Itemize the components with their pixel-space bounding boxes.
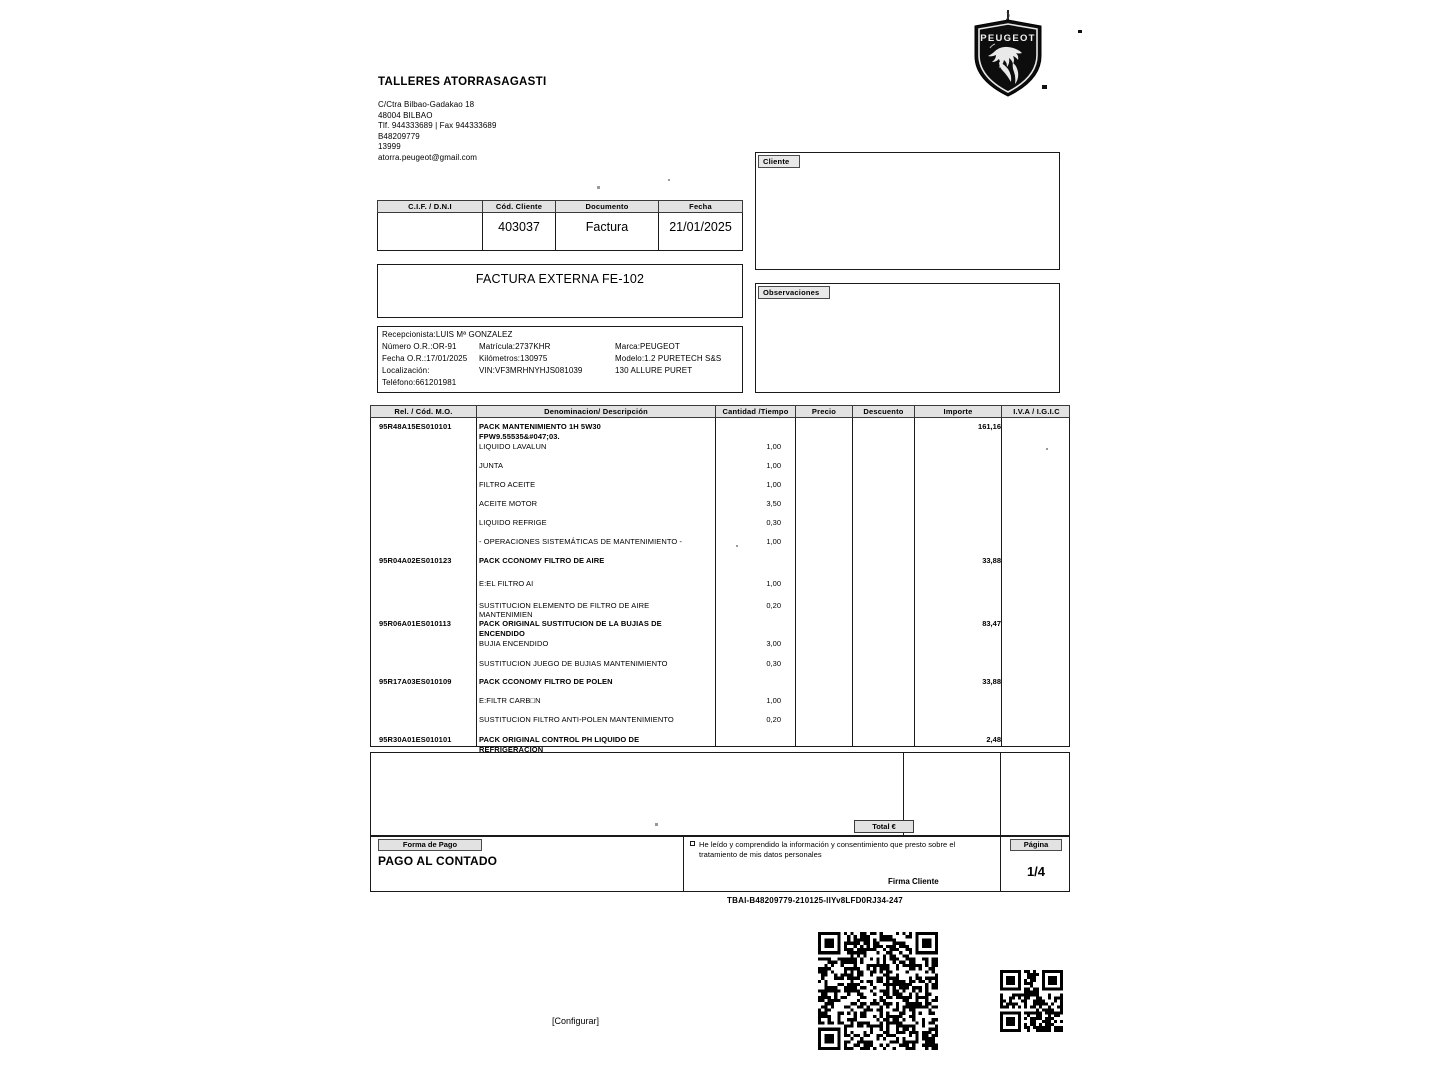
external-invoice-banner bbox=[377, 264, 743, 318]
doc-info-value-documento: Factura bbox=[555, 213, 659, 251]
col-header-desc: Denominacion/ Descripción bbox=[477, 406, 716, 417]
svg-text:PEUGEOT: PEUGEOT bbox=[980, 33, 1036, 44]
totals-border bbox=[370, 752, 1070, 836]
item-desc: FILTRO ACEITE bbox=[479, 480, 536, 489]
doc-info-header-fecha: Fecha bbox=[658, 200, 743, 213]
tbai-qr-code bbox=[818, 932, 938, 1050]
doc-info-header-cif: C.I.F. / D.N.I bbox=[377, 200, 483, 213]
company-address-line: B48209779 bbox=[378, 131, 420, 141]
scan-speck bbox=[1046, 448, 1048, 450]
item-desc: SUSTITUCION FILTRO ANTI-POLEN MANTENIMIENTO bbox=[479, 715, 674, 724]
secondary-qr-code bbox=[1000, 970, 1063, 1032]
item-ref: 95R17A03ES010109 bbox=[379, 677, 452, 686]
item-qty: 0,30 bbox=[766, 659, 781, 668]
vehicle-kilometros: Kilómetros:130975 bbox=[479, 354, 548, 363]
col-header-iva: I.V.A / I.G.I.C bbox=[1013, 407, 1060, 416]
vehicle-info-box bbox=[377, 326, 743, 393]
consent-checkbox[interactable] bbox=[690, 841, 695, 846]
vehicle-vin: VIN:VF3MRHNYHJS081039 bbox=[479, 366, 583, 375]
company-address-line: Tlf. 944333689 | Fax 944333689 bbox=[378, 121, 497, 130]
vehicle-telefono: Teléfono:661201981 bbox=[382, 378, 457, 387]
item-desc: SUSTITUCION JUEGO DE BUJIAS MANTENIMIENTO bbox=[479, 659, 668, 668]
item-qty: 1,00 bbox=[766, 480, 781, 489]
table-row bbox=[371, 518, 1069, 529]
item-desc: - OPERACIONES SISTEMÁTICAS DE MANTENIMIENTO - bbox=[479, 537, 683, 546]
page-value: 1/4 bbox=[1026, 864, 1046, 879]
table-row bbox=[371, 696, 1069, 707]
company-name: TALLERES ATORRASAGASTI bbox=[378, 76, 547, 88]
tbai-code-text: TBAI-B48209779-210125-lIYv8LFD0RJ34-247 bbox=[727, 896, 903, 905]
item-qty: 3,00 bbox=[766, 639, 781, 648]
col-header-ref: Rel. / Cód. M.O. bbox=[371, 406, 477, 417]
line-items-table bbox=[370, 405, 1070, 754]
company-address-line: C/Ctra Bilbao-Gadakao 18 bbox=[378, 100, 475, 109]
item-qty: 1,00 bbox=[766, 442, 781, 451]
scan-speck bbox=[597, 186, 600, 189]
item-desc: JUNTA bbox=[479, 461, 504, 470]
vehicle-marca: Marca:PEUGEOT bbox=[615, 342, 680, 351]
item-desc: PACK MANTENIMIENTO 1H 5W30 bbox=[479, 422, 601, 431]
item-desc: BUJIA ENCENDIDO bbox=[479, 639, 549, 648]
peugeot-lion-shield-icon bbox=[963, 8, 1053, 100]
company-address-line: 48004 BILBAO bbox=[378, 110, 433, 120]
item-importe: 33,88 bbox=[982, 677, 1001, 686]
table-row bbox=[371, 537, 1069, 548]
signature-label: Firma Cliente bbox=[888, 877, 939, 886]
vehicle-numero-or: Número O.R.:OR-91 bbox=[382, 342, 457, 351]
table-row bbox=[371, 461, 1069, 472]
item-desc: REFRIGERACION bbox=[479, 745, 544, 754]
item-ref: 95R30A01ES010101 bbox=[379, 735, 452, 744]
client-box bbox=[755, 152, 1060, 270]
table-row bbox=[371, 556, 1069, 567]
scan-speck bbox=[655, 823, 658, 826]
item-desc: SUSTITUCION ELEMENTO DE FILTRO DE AIRE bbox=[479, 601, 650, 610]
vehicle-modelo-cont: 130 ALLURE PURET bbox=[615, 366, 693, 375]
doc-info-value-cif bbox=[377, 213, 483, 251]
item-ref: 95R48A15ES010101 bbox=[379, 422, 452, 431]
invoice-footer bbox=[370, 836, 1070, 892]
item-desc: MANTENIMIEN bbox=[479, 610, 533, 619]
item-desc: ENCENDIDO bbox=[479, 629, 525, 638]
item-desc: LIQUIDO LAVALUN bbox=[479, 442, 547, 451]
table-row bbox=[371, 659, 1069, 670]
vehicle-modelo: Modelo:1.2 PURETECH S&S bbox=[615, 354, 722, 363]
table-row bbox=[371, 639, 1069, 650]
item-desc: PACK CCONOMY FILTRO DE POLEN bbox=[479, 677, 613, 686]
item-desc: FPW9.55535&#047;03. bbox=[479, 432, 560, 441]
vehicle-localizacion: Localización: bbox=[382, 366, 430, 375]
doc-info-value-fecha: 21/01/2025 bbox=[658, 213, 743, 251]
scan-speck bbox=[1042, 85, 1047, 89]
doc-info-value-codcli: 403037 bbox=[482, 213, 556, 251]
footer-divider bbox=[683, 836, 684, 892]
page-label: Página bbox=[1010, 839, 1062, 851]
item-importe: 33,88 bbox=[982, 556, 1001, 565]
item-desc: LIQUIDO REFRIGE bbox=[479, 518, 547, 527]
item-ref: 95R06A01ES010113 bbox=[379, 619, 452, 628]
observations-box bbox=[755, 283, 1060, 393]
vehicle-matricula: Matrícula:2737KHR bbox=[479, 342, 551, 351]
external-invoice-title: FACTURA EXTERNA FE-102 bbox=[475, 272, 645, 286]
total-label: Total € bbox=[854, 820, 914, 833]
table-row bbox=[371, 715, 1069, 726]
vehicle-recepcionista: Recepcionista:LUIS Mª GONZALEZ bbox=[382, 330, 513, 339]
item-ref: 95R04A02ES010123 bbox=[379, 556, 452, 565]
item-qty: 1,00 bbox=[766, 579, 781, 588]
item-desc: PACK ORIGINAL CONTROL PH LIQUIDO DE bbox=[479, 735, 640, 744]
item-qty: 1,00 bbox=[766, 461, 781, 470]
table-row bbox=[371, 442, 1069, 453]
item-desc: PACK CCONOMY FILTRO DE AIRE bbox=[479, 556, 605, 565]
item-importe: 83,47 bbox=[982, 619, 1001, 628]
item-qty: 1,00 bbox=[766, 537, 781, 546]
item-qty: 0,20 bbox=[766, 715, 781, 724]
col-header-descuento: Descuento bbox=[853, 406, 915, 417]
scan-speck bbox=[736, 545, 738, 547]
consent-text: He leído y comprendido la información y consentimiento que presto sobre el tratamiento de mis datos personales bbox=[699, 840, 956, 859]
payment-method-value: PAGO AL CONTADO bbox=[378, 854, 498, 868]
tbai-code bbox=[0, 896, 1440, 905]
item-importe: 2,48 bbox=[986, 735, 1001, 744]
item-desc: ACEITE MOTOR bbox=[479, 499, 538, 508]
col-header-cantidad: Cantidad /Tiempo bbox=[716, 406, 796, 417]
configure-link[interactable]: [Configurar] bbox=[552, 1016, 600, 1026]
company-address-line: atorra.peugeot@gmail.com bbox=[378, 152, 478, 162]
item-desc: E:FILTR CARB□N bbox=[479, 696, 541, 705]
company-address-line: 13999 bbox=[378, 142, 401, 151]
totals-divider bbox=[1000, 752, 1001, 836]
item-qty: 0,30 bbox=[766, 518, 781, 527]
scan-speck bbox=[668, 179, 670, 181]
line-items-header-row bbox=[370, 405, 1070, 418]
item-qty: 3,50 bbox=[766, 499, 781, 508]
totals-section bbox=[370, 752, 1070, 836]
col-header-precio: Precio bbox=[796, 406, 853, 417]
item-qty: 0,20 bbox=[766, 601, 781, 610]
table-row bbox=[371, 499, 1069, 510]
payment-method-label: Forma de Pago bbox=[378, 839, 482, 851]
document-info-table bbox=[377, 200, 743, 251]
line-items-body bbox=[370, 418, 1070, 754]
company-address bbox=[378, 100, 497, 163]
item-desc: E:EL FILTRO AI bbox=[479, 579, 534, 588]
table-row bbox=[371, 677, 1069, 688]
scan-speck bbox=[1078, 30, 1082, 33]
item-importe: 161,16 bbox=[978, 422, 1001, 431]
table-row bbox=[371, 480, 1069, 491]
vehicle-fecha-or: Fecha O.R.:17/01/2025 bbox=[382, 354, 468, 363]
table-row bbox=[371, 579, 1069, 590]
item-qty: 1,00 bbox=[766, 696, 781, 705]
footer-divider bbox=[1000, 836, 1001, 892]
observations-box-label: Observaciones bbox=[758, 286, 830, 299]
doc-info-header-documento: Documento bbox=[555, 200, 659, 213]
col-header-importe: Importe bbox=[915, 406, 1002, 417]
item-desc: PACK ORIGINAL SUSTITUCION DE LA BUJIAS DE bbox=[479, 619, 662, 628]
doc-info-header-codcli: Cód. Cliente bbox=[482, 200, 556, 213]
client-box-label: Cliente bbox=[758, 155, 800, 168]
